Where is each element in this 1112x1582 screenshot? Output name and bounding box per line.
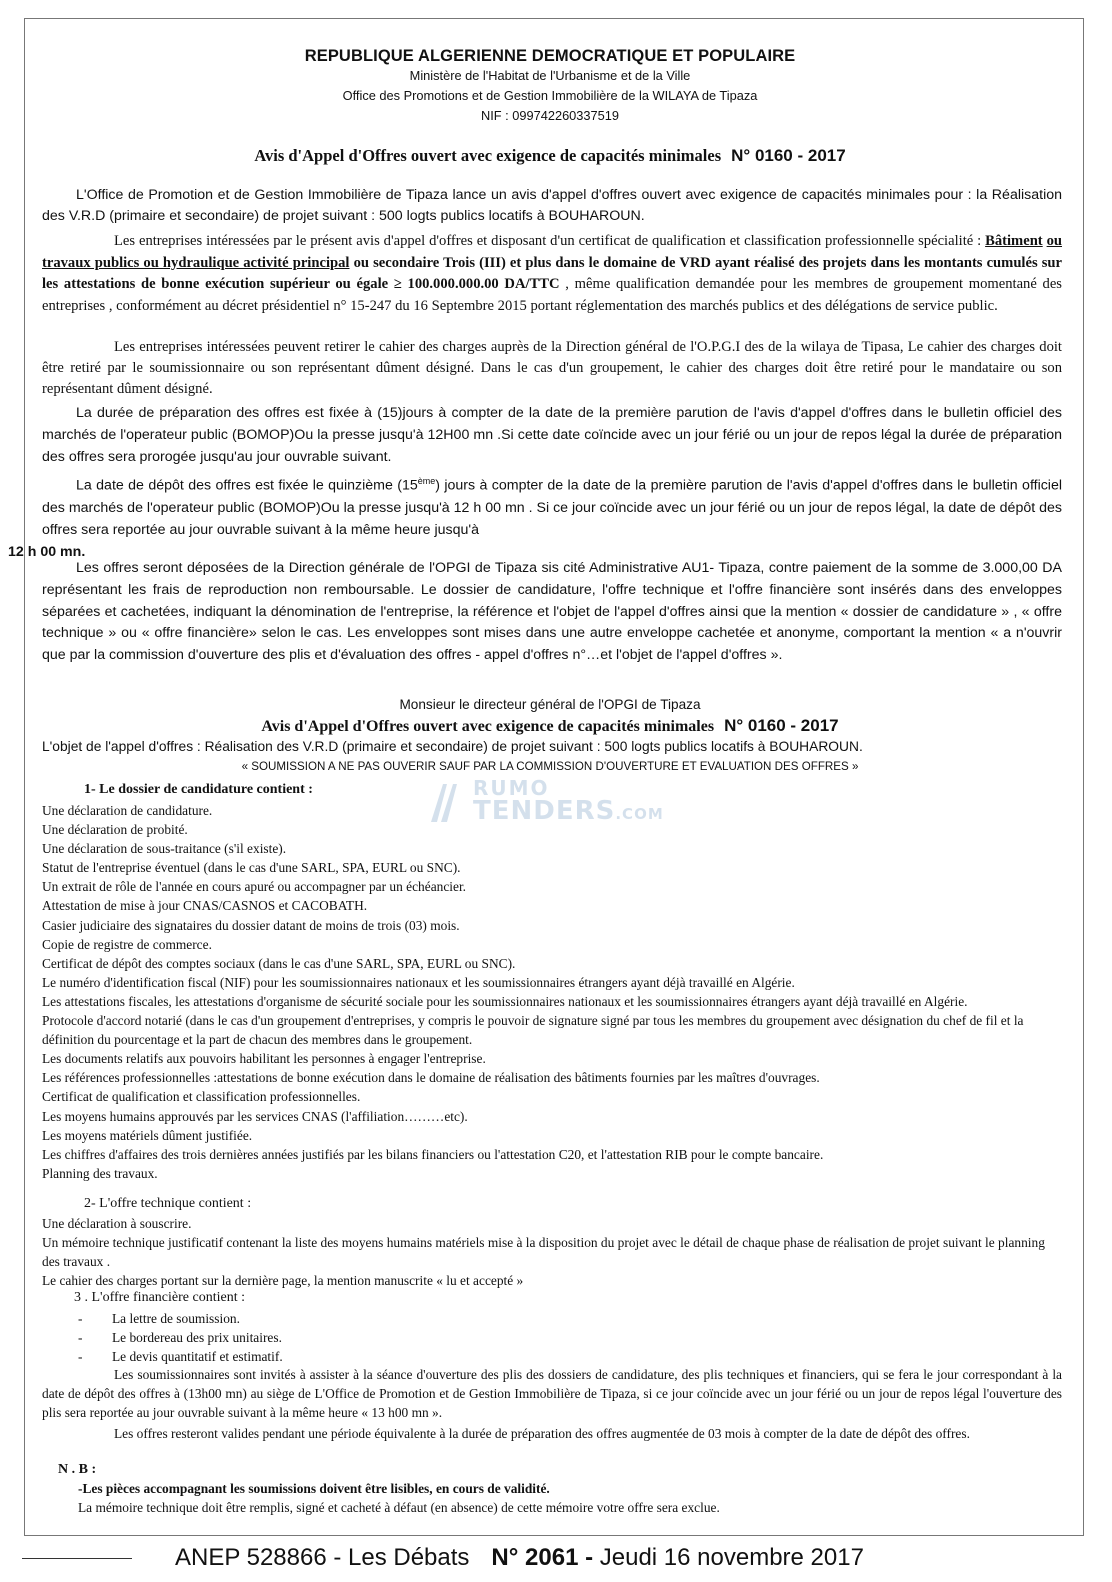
section3-list: [78, 1309, 978, 1366]
deposit-text-b: ) jours à compter de la date de la première parution de l'avis d'appel d'offres dans le bulletin officiel des marchés de l'operateur public (BOMOP)Ou la presse jusqu'à 12 h 00 mn . Si ce jour coïncide avec un jour férié ou un jour de repos légal, la date de dépôt des offres sera reportée au jour ouvrable suivant à la même heure jusqu'à: [42, 477, 1063, 538]
deposit-time: 12 h 00 mn.: [8, 543, 86, 560]
envelope-mention: « SOUMISSION A NE PAS OUVERIR SAUF PAR LA COMMISSION D'OUVERTURE ET EVALUATION DES OFFRES »: [241, 760, 859, 773]
closing-opening: Les soumissionnaires sont invités à assister à la séance d'ouverture des plis des dossiers de candidature, des plis techniques et financiers, qui se fera le jour correspondant à la date de dépôt des offres à (13h00 mn) au siège de L'Office de Promotion et de Gestion Immobilière de Tipaza, si ce jour coïncide avec un jour férié ou un jour de repos légal l'ouverture des plis sera reportée au jour ouvrable suivant à la même heure « 13 h00 mn ».: [42, 1367, 1062, 1420]
footer-sep2: -: [578, 1544, 600, 1571]
watermark-line1: RUMO: [473, 776, 550, 800]
watermark-word: TENDERS: [473, 796, 616, 826]
dossier-item: Attestation de mise à jour CNAS/CASNOS et CACOBATH.: [42, 898, 368, 914]
dossier-item: Certificat de dépôt des comptes sociaux (dans le cas d'une SARL, SPA, EURL ou SNC).: [42, 955, 516, 971]
section1-list: [42, 801, 1062, 1183]
notice-title-text: Avis d'Appel d'Offres ouvert avec exigence de capacités minimales: [254, 146, 722, 165]
dossier-item: Copie de registre de commerce.: [42, 936, 212, 952]
dossier-item: Protocole d'accord notarié (dans le cas d'un groupement d'entreprises, y compris le pouvoir de signature signé par tous les membres du groupement avec désignation du chef de fil et la définition du pourcentage et la part de chacun des membres dans le groupement.: [42, 1013, 1024, 1048]
deposit-sup: ème: [417, 476, 436, 486]
footer-anep: ANEP 528866: [175, 1544, 327, 1571]
envelope-object: L'objet de l'appel d'offres : Réalisation des V.R.D (primaire et secondaire) de projet suivant : 500 logts publics locatifs à BOUHAROUN.: [42, 739, 863, 754]
footer-date: Jeudi 16 novembre 2017: [599, 1544, 864, 1571]
dossier-item: Les moyens matériels dûment justifiée.: [42, 1127, 253, 1143]
envelope-number: N° 0160 - 2017: [724, 716, 839, 735]
dossier-item: Les documents relatifs aux pouvoirs habilitant les personnes à engager l'entreprise.: [42, 1051, 486, 1067]
footer-issue: N° 2061: [491, 1544, 579, 1571]
nb-heading: N . B :: [58, 1462, 97, 1477]
watermark-domain: .COM: [615, 805, 664, 823]
nb-line2: La mémoire technique doit être remplis, signé et cacheté à défaut (en absence) de cette mémoire votre offre sera exclue.: [78, 1500, 720, 1515]
republic-heading: REPUBLIQUE ALGERIENNE DEMOCRATIQUE ET POPULAIRE: [304, 47, 796, 65]
deposit-text-a: La date de dépôt des offres est fixée le quinzième (15: [76, 477, 418, 494]
dossier-item: Un extrait de rôle de l'année en cours apuré ou accompagner par un échéancier.: [42, 879, 467, 895]
dossier-item: Les chiffres d'affaires des trois dernières années justifiés par les bilans financiers ou l'attestation C20, et l'attestation RIB pour le compte bancaire.: [42, 1146, 824, 1162]
dossier-item: Le numéro d'identification fiscal (NIF) pour les soumissionnaires nationaux et les soumissionnaires étrangers ayant déjà travaillé en Algérie.: [42, 974, 795, 990]
dossier-item: Une déclaration de candidature.: [42, 803, 213, 818]
paragraph-intro: L'Office de Promotion et de Gestion Immobilière de Tipaza lance un avis d'appel d'offres ouvert avec exigence de capacités minimales pour : la Réalisation des V.R.D (primaire et secondaire) de projet suivant : 500 logts publics locatifs à BOUHAROUN.: [42, 187, 1062, 224]
technical-offer-item: Le cahier des charges portant sur la dernière page, la mention manuscrite « lu et accepté »: [42, 1273, 524, 1289]
financial-offer-item: - Le devis quantitatif et estimatif.: [78, 1347, 978, 1366]
footer-rule: [22, 1558, 132, 1559]
financial-offer-item: - La lettre de soumission.: [78, 1309, 978, 1328]
technical-offer-item: Une déclaration à souscrire.: [42, 1216, 192, 1231]
dossier-item: Une déclaration de probité.: [42, 822, 188, 838]
paragraph-preparation: La durée de préparation des offres est fixée à (15)jours à compter de la date de la première parution de l'avis d'appel d'offres dans le bulletin officiel des marchés de l'operateur public (BOMOP)Ou la presse jusqu'à 12H00 mn .Si cette date coïncide avec un jour férié ou un jour de repos légal la durée de préparation des offres sera prorogée jusqu'au jour ouvrable suivant.: [42, 405, 1062, 465]
office-line: Office des Promotions et de Gestion Immobilière de la WILAYA de Tipaza: [342, 88, 758, 103]
envelope-title-text: Avis d'Appel d'Offres ouvert avec exigence de capacités minimales: [261, 718, 715, 735]
qual-activity: ou travaux publics ou hydraulique activité principal: [42, 233, 1063, 271]
dossier-item: Casier judiciaire des signataires du dossier datant de moins de trois (03) mois.: [42, 917, 460, 933]
paragraph-deposit: [8, 470, 1063, 563]
qual-amount: ou secondaire Trois (III) et plus dans le domaine de VRD ayant réalisé des projets dans les montants cumulés sur les attestations de bonne exécution supérieur ou égale ≥ 100.000.000.00 DA/TTC: [42, 254, 1063, 292]
footer-sep1: -: [326, 1544, 349, 1571]
notice-title: [40, 146, 1060, 166]
nif-line: NIF : 099742260337519: [480, 108, 620, 123]
qual-text-a: Les entreprises intéressées par le présent avis d'appel d'offres et disposant d'un certificat de qualification et classification professionnelle spécialité :: [114, 233, 982, 249]
section3-heading: 3 . L'offre financière contient :: [74, 1290, 245, 1305]
section1-heading: 1- Le dossier de candidature contient :: [84, 782, 313, 797]
technical-offer-item: Un mémoire technique justificatif contenant la liste des moyens humains matériels mise à la disposition du projet avec le détail de chaque phase de réalisation de projet suivant le planning des travaux .: [42, 1235, 1045, 1270]
dossier-item: Les références professionnelles :attestations de bonne exécution dans le domaine de réalisation des bâtiments fournies par les maîtres d'ouvrages.: [42, 1070, 820, 1086]
dossier-item: Une déclaration de sous-traitance (s'il existe).: [42, 841, 287, 857]
section2-list: [42, 1214, 1062, 1290]
paragraph-withdraw: Les entreprises intéressées peuvent retirer le cahier des charges auprès de la Direction général de l'O.P.G.I des de la wilaya de Tipasa, Le cahier des charges doit être retiré par le soumissionnaire ou son représentant dûment désigné. Dans le cas d'un groupement, le cahier des charges doit être retiré pour le mandataire ou son représentant dûment désigné.: [42, 339, 1062, 397]
closing-validity: Les offres resteront valides pendant une période équivalente à la durée de préparation des offres augmentée de 03 mois à compter de la date de dépôt des offres.: [114, 1426, 970, 1441]
dossier-item: Planning des travaux.: [42, 1165, 158, 1181]
dossier-item: Certificat de qualification et classification professionnelles.: [42, 1089, 361, 1105]
ministry-line: Ministère de l'Habitat de l'Urbanisme et de la Ville: [409, 68, 691, 83]
envelope-title: [40, 716, 1060, 736]
notice-number: N° 0160 - 2017: [731, 146, 846, 165]
footer-text: [175, 1544, 864, 1572]
qual-text-e: , même qualification demandée pour les membres de groupement momentané des entreprises , conformément au décret présidentiel n° 15-247 du 16 Septembre 2015 portant réglementation des marchés publics et des délégations de service public.: [42, 276, 1062, 314]
section2-heading: 2- L'offre technique contient :: [84, 1196, 252, 1211]
envelope-recipient: Monsieur le directeur général de l'OPGI de Tipaza: [399, 697, 701, 712]
paragraph-qualification: [42, 231, 1062, 317]
dossier-item: Les attestations fiscales, les attestations d'organisme de sécurité sociale pour les soumissionnaires nationaux et les soumissionnaires étrangers ayant déjà travaillé en Algérie.: [42, 993, 968, 1009]
dossier-item: Les moyens humains approuvés par les services CNAS (l'affiliation………etc).: [42, 1108, 468, 1124]
footer-paper: Les Débats: [348, 1544, 470, 1571]
financial-offer-item: - Le bordereau des prix unitaires.: [78, 1328, 978, 1347]
paragraph-submission: Les offres seront déposées de la Direction générale de l'OPGI de Tipaza sis cité Administrative AU1- Tipaza, contre paiement de la somme de 3.000,00 DA représentant les frais de reproduction non remboursable. Le dossier de candidature, l'offre technique et l'offre financière sont insérés dans des enveloppes séparées et cachetées, indiquant la dénomination de l'entreprise, la référence et l'objet de l'appel d'offres ainsi que la mention « dossier de candidature » , « offre technique » ou « offre financière» selon le cas. Les enveloppes sont mises dans une autre enveloppe cachetée et anonyme, comportant la mention « a n'ouvrir que par la commission d'ouverture des plis et d'évaluation des offres - appel d'offres n°…et l'objet de l'appel d'offres ».: [42, 560, 1062, 664]
dossier-item: Statut de l'entreprise éventuel (dans le cas d'une SARL, SPA, EURL ou SNC).: [42, 860, 461, 876]
qual-specialty: Bâtiment: [985, 233, 1043, 249]
footer: [0, 1536, 1112, 1582]
nb-line1: -Les pièces accompagnant les soumissions doivent être lisibles, en cours de validité.: [78, 1481, 550, 1496]
